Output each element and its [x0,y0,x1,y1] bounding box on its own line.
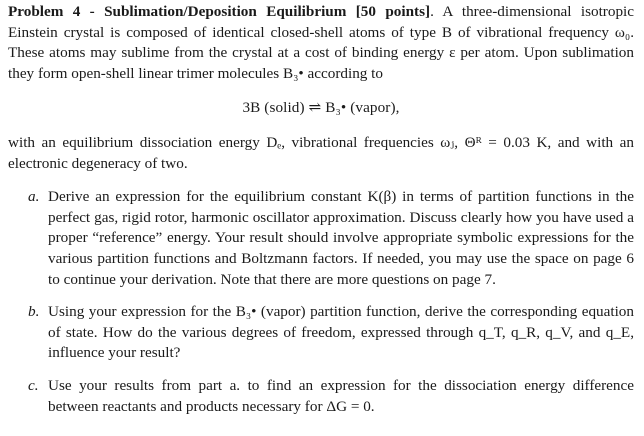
problem-intro-text: . A three-dimensional isotropic Einstein crystal is composed of identical closed-shell atoms of type B of vibrational frequency ω₀. These atoms may sublime from the crystal at a cost of binding energy ε per atom. Upon sublimation they form open-shell linear trimer molecules B₃• according to [8,3,634,82]
question-c-marker: c. [28,376,39,394]
question-a-marker: a. [28,188,40,206]
document-page [8,2,634,429]
problem-title: Problem 4 - Sublimation/Deposition Equilibrium [50 points] [8,3,431,20]
question-a [28,187,634,290]
problem-conditions: with an equilibrium dissociation energy Dₑ, vibrational frequencies ωⱼ, Θᴿ = 0.03 K, and with an electronic degeneracy of two. [8,133,634,172]
question-a-text: Derive an expression for the equilibrium constant K(β) in terms of partition functions in the perfect gas, rigid rotor, harmonic oscillator approximation. Discuss clearly how you have used a proper “reference” energy. Your result should involve appropriate symbolic expressions for the various partition functions and Boltzmann factors. If needed, you may use the space on page 6 to continue your derivation. Note that there are more questions on page 7. [48,188,634,288]
question-list [8,187,634,417]
question-c-text: Use your results from part a. to find an expression for the dissociation energy difference between reactants and products necessary for ΔG = 0. [48,376,634,415]
question-b-text: Using your expression for the B₃• (vapor) partition function, derive the corresponding equation of state. How do the various degrees of freedom, expressed through q_T, q_R, q_V, and q_E, influence your result? [48,303,634,362]
question-b-marker: b. [28,303,40,321]
question-b [28,302,634,364]
problem-intro [8,2,634,84]
reaction-equation: 3B (solid) ⇌ B₃• (vapor), [242,99,400,117]
question-c [28,376,634,417]
